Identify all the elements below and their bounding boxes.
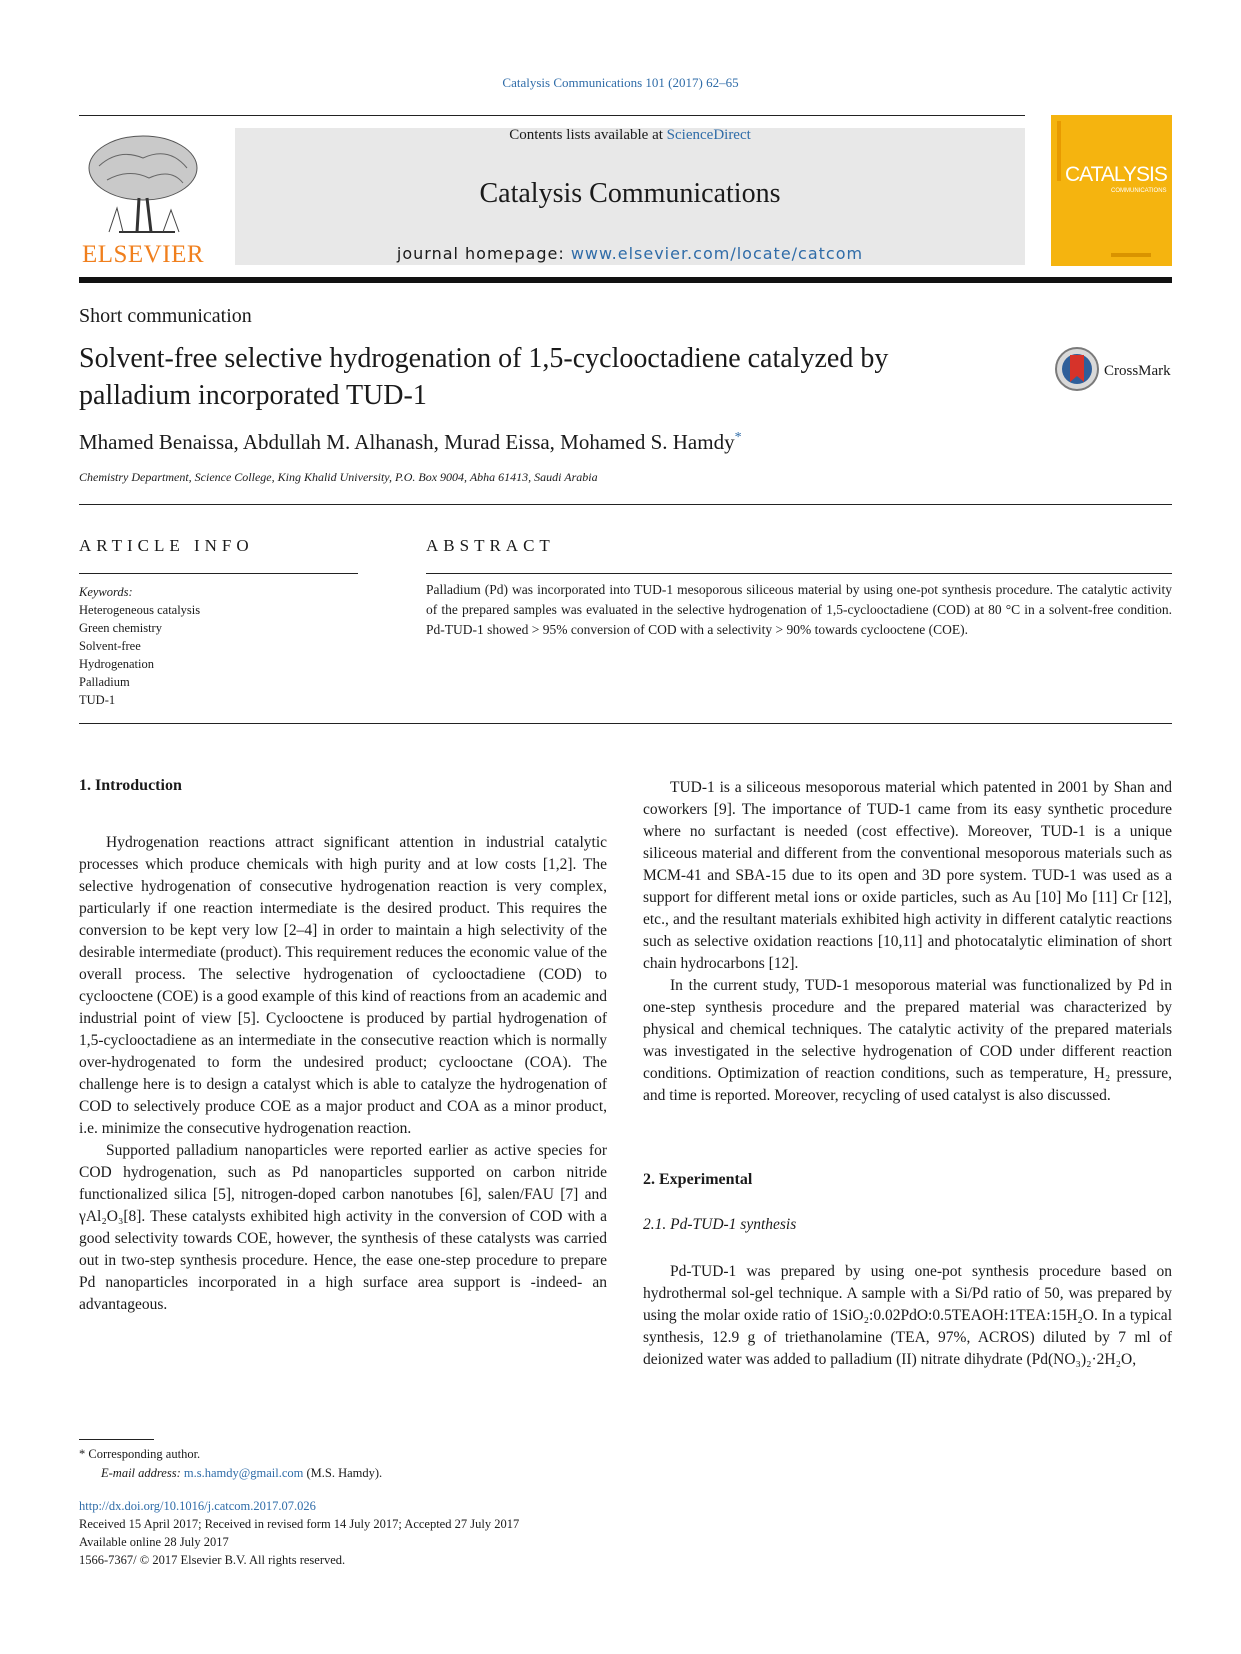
- article-info-heading: ARTICLE INFO: [79, 536, 254, 555]
- homepage-link[interactable]: www.elsevier.com/locate/catcom: [570, 244, 864, 263]
- journal-title: Catalysis Communications: [479, 178, 781, 209]
- divider-below-abstract: [79, 723, 1172, 724]
- article-info-rule: [79, 573, 358, 574]
- received-dates: Received 15 April 2017; Received in revised form 14 July 2017; Accepted 27 July 2017: [79, 1517, 520, 1531]
- cover-stripe: [1057, 121, 1061, 181]
- copyright: 1566-7367/ © 2017 Elsevier B.V. All rights reserved.: [79, 1553, 346, 1567]
- cover-title: CATALYSIS: [1065, 163, 1167, 186]
- divider-above-info: [79, 504, 1172, 505]
- publisher-wordmark: ELSEVIER: [81, 241, 205, 268]
- keyword-item: Solvent-free: [79, 639, 141, 653]
- experimental-column: [643, 1261, 1172, 1371]
- abstract-heading: ABSTRACT: [426, 536, 555, 555]
- footnote: [79, 1445, 382, 1483]
- cover-footer-bar: [1111, 253, 1151, 257]
- crossmark-label[interactable]: CrossMark: [1104, 363, 1171, 379]
- header-thick-rule: [79, 277, 1172, 283]
- article-type: Short communication: [79, 305, 252, 327]
- keywords-block: [79, 583, 200, 709]
- corresponding-author-mark[interactable]: *: [734, 430, 742, 445]
- email-line: [79, 1464, 382, 1483]
- contents-line: [235, 127, 1025, 144]
- right-column: [643, 777, 1172, 1107]
- intro-paragraph-2: Supported palladium nanoparticles were reported earlier as active species for COD hydrogenation, such as Pd nanoparticles supported on carbon nitride functionalized silica [5], nitrogen-doped carbon nanotubes [6], salen/FAU [7] and γAl₂O₃[8]. These catalysts exhibited high activity in the conversion of COD with a good selectivity towards COE, however, the synthesis of these catalysts was carried out in two-step synthesis procedure. Hence, the ease one-step procedure to prepare Pd nanoparticles incorporated in a high surface area support is -indeed- an advantageous.: [79, 1142, 607, 1313]
- cover-subtitle: COMMUNICATIONS: [1111, 188, 1167, 194]
- keyword-item: Heterogeneous catalysis: [79, 603, 201, 617]
- email-label: E-mail address:: [101, 1466, 184, 1480]
- journal-homepage: [235, 244, 1025, 263]
- author-list: [79, 430, 742, 455]
- doi-link[interactable]: http://dx.doi.org/10.1016/j.catcom.2017.07.026: [79, 1499, 316, 1513]
- journal-cover-thumbnail[interactable]: [1051, 115, 1172, 266]
- abstract-rule: [426, 573, 1172, 574]
- left-column: [79, 832, 607, 1316]
- crossmark-icon: [1054, 346, 1102, 392]
- authors-text: Mhamed Benaissa, Abdullah M. Alhanash, Murad Eissa, Mohamed S. Hamdy: [79, 430, 735, 454]
- synthesis-subheading: 2.1. Pd-TUD-1 synthesis: [643, 1216, 797, 1233]
- contents-prefix: Contents lists available at: [509, 127, 667, 143]
- affiliation: Chemistry Department, Science College, King Khalid University, P.O. Box 9004, Abha 61413, Saudi Arabia: [79, 470, 598, 484]
- publication-info: [79, 1497, 519, 1569]
- introduction-heading: 1. Introduction: [79, 777, 182, 794]
- footnote-rule: [79, 1439, 154, 1440]
- keyword-item: Hydrogenation: [79, 657, 154, 671]
- homepage-prefix: journal homepage:: [396, 244, 571, 263]
- intro-paragraph-1: Hydrogenation reactions attract significant attention in industrial catalytic processes which produce chemicals with high purity and at low costs [1,2]. The selective hydrogenation of consecutive hydrogenation reaction is very complex, particularly if one reaction intermediate is the desired product. This requires the conversion to be kept very low [2–4] in order to maintain a high selectivity of the desirable intermediate (product). This requirement reduces the economic value of the overall process. The selective hydrogenation of cyclooctadiene (COD) to cyclooctene (COE) is a good example of this kind of reactions from an academic and industrial point of view [5]. Cyclooctene is produced by partial hydrogenation of 1,5-cyclooctadiene as an intermediate in the consecutive reaction which is normally over-hydrogenated to form the undesired product; cyclooctane (COA). The challenge here is to design a catalyst which is able to catalyze the hydrogenation of COD to selectively produce COE as a major product and COA as a minor product, i.e. minimize the consecutive hydrogenation reaction.: [79, 834, 607, 1137]
- intro-paragraph-4: In the current study, TUD-1 mesoporous material was functionalized by Pd in one-step synthesis procedure and the prepared material was characterized by physical and chemical techniques. The catalytic activity of the prepared materials was investigated in the selective hydrogenation of COD under different reaction conditions. Optimization of reaction conditions, such as temperature, H₂ pressure, and time is reported. Moreover, recycling of used catalyst is also discussed.: [643, 977, 1172, 1104]
- article-title: Solvent-free selective hydrogenation of 1,5-cyclooctadiene catalyzed by palladium incorporated TUD-1: [79, 343, 889, 411]
- keyword-item: Palladium: [79, 675, 130, 689]
- keyword-item: Green chemistry: [79, 621, 162, 635]
- available-online: Available online 28 July 2017: [79, 1535, 229, 1549]
- email-link[interactable]: m.s.hamdy@gmail.com: [183, 1466, 304, 1480]
- header-top-rule: [79, 115, 1025, 116]
- keyword-item: TUD-1: [79, 693, 116, 707]
- corresponding-note: * Corresponding author.: [79, 1447, 201, 1461]
- experimental-paragraph-1: Pd-TUD-1 was prepared by using one-pot synthesis procedure based on hydrothermal sol-gel technique. A sample with a Si/Pd ratio of 50, was prepared by using the molar oxide ratio of 1SiO₂:0.02PdO:0.5TEAOH:1TEA:15H₂O. In a typical synthesis, 12.9 g of triethanolamine (TEA, 97%, ACROS) diluted by 7 ml of deionized water was added to palladium (II) nitrate dihydrate (Pd(NO₃)₂·2H₂O,: [643, 1263, 1172, 1368]
- experimental-heading: 2. Experimental: [643, 1171, 753, 1188]
- intro-paragraph-3: TUD-1 is a siliceous mesoporous material which patented in 2001 by Shan and coworkers [9]. The importance of TUD-1 came from its easy synthetic procedure where no surfactant is needed (cost effective). Moreover, TUD-1 is a unique siliceous material and different from the conventional mesoporous materials such as MCM-41 and SBA-15 due to its open and 3D pore system. TUD-1 was used as a support for different metal ions or oxide particles, such as Au [10] Mo [11] Cr [12], etc., and the resultant materials exhibited high activity in different catalytic reactions such as selective oxidation reactions [10,11] and photocatalytic elimination of short chain hydrocarbons [12].: [643, 779, 1172, 972]
- journal-reference[interactable]: Catalysis Communications 101 (2017) 62–65: [502, 75, 739, 90]
- keywords-label: Keywords:: [79, 585, 133, 599]
- abstract-text: Palladium (Pd) was incorporated into TUD-1 mesoporous siliceous material by using one-pot synthesis procedure. The catalytic activity of the prepared samples was evaluated in the selective hydrogenation of 1,5-cyclooctadiene (COD) at 80 °C in a solvent-free condition. Pd-TUD-1 showed > 95% conversion of COD with a selectivity > 90% towards cyclooctene (COE).: [426, 582, 1172, 637]
- sciencedirect-link[interactable]: ScienceDirect: [666, 127, 751, 143]
- email-suffix: (M.S. Hamdy).: [303, 1466, 383, 1480]
